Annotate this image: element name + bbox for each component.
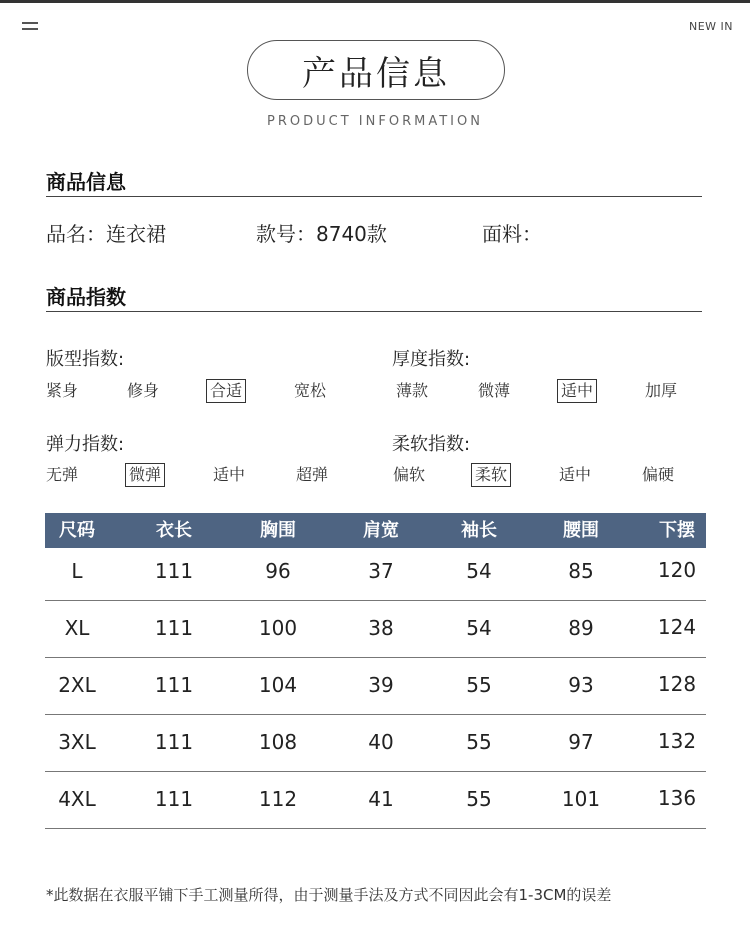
cell-hem: 128 (657, 672, 697, 696)
thickness-option: 加厚 (645, 381, 678, 400)
cell-chest: 96 (265, 559, 291, 583)
index-section-title: 商品指数 (46, 285, 126, 309)
table-row (45, 657, 706, 715)
fit-option: 修身 (127, 381, 160, 400)
product-name: 品名：连衣裙 (46, 222, 166, 246)
cell-hem: 136 (657, 786, 697, 810)
cell-waist: 101 (561, 787, 601, 811)
header-chest: 胸围 (260, 520, 296, 541)
fit-index-label: 版型指数: (46, 349, 125, 370)
cell-size: 2XL (58, 673, 96, 697)
table-row (45, 600, 706, 658)
new-in-label: NEW IN (688, 20, 733, 33)
style-number: 款号：8740款 (256, 222, 387, 246)
header-shoulder: 肩宽 (363, 520, 399, 541)
cell-sleeve: 55 (466, 730, 492, 754)
cell-size: 3XL (58, 730, 96, 754)
fit-option: 紧身 (46, 381, 79, 400)
goods-divider (46, 196, 702, 197)
elasticity-option: 适中 (213, 465, 246, 484)
softness-option: 偏硬 (642, 465, 675, 484)
thickness-option-selected: 适中 (557, 379, 597, 403)
header-waist: 腰围 (563, 520, 599, 541)
fit-option: 宽松 (294, 381, 327, 400)
cell-waist: 89 (568, 616, 594, 640)
cell-length: 111 (154, 730, 194, 754)
elasticity-index-label: 弹力指数: (46, 434, 125, 455)
cell-shoulder: 37 (368, 559, 394, 583)
softness-option-selected: 柔软 (471, 463, 511, 487)
cell-waist: 85 (568, 559, 594, 583)
cell-shoulder: 40 (368, 730, 394, 754)
thickness-index-label: 厚度指数: (392, 349, 471, 370)
table-row (45, 543, 706, 601)
cell-shoulder: 41 (368, 787, 394, 811)
cell-sleeve: 54 (466, 559, 492, 583)
page-title: 产品信息 (247, 40, 505, 100)
cell-waist: 93 (568, 673, 594, 697)
cell-chest: 108 (258, 730, 298, 754)
cell-shoulder: 39 (368, 673, 394, 697)
index-divider (46, 311, 702, 312)
cell-chest: 104 (258, 673, 298, 697)
thickness-option: 微薄 (478, 381, 511, 400)
measurement-footnote: *此数据在衣服平铺下手工测量所得，由于测量手法及方式不同因此会有1-3CM的误差 (46, 886, 612, 904)
softness-option: 偏软 (393, 465, 426, 484)
table-row (45, 771, 706, 829)
header-length: 衣长 (156, 520, 192, 541)
cell-hem: 124 (657, 615, 697, 639)
cell-length: 111 (154, 559, 194, 583)
cell-size: L (71, 559, 83, 583)
cell-sleeve: 55 (466, 787, 492, 811)
cell-shoulder: 38 (368, 616, 394, 640)
elasticity-option: 超弹 (296, 465, 329, 484)
cell-waist: 97 (568, 730, 594, 754)
fabric: 面料： (482, 222, 542, 246)
cell-length: 111 (154, 673, 194, 697)
fit-option-selected: 合适 (206, 379, 246, 403)
cell-length: 111 (154, 616, 194, 640)
cell-hem: 120 (657, 558, 697, 582)
elasticity-option: 无弹 (46, 465, 79, 484)
page-subtitle: PRODUCT INFORMATION (267, 114, 483, 129)
header-hem: 下摆 (659, 520, 695, 541)
table-row (45, 714, 706, 772)
cell-length: 111 (154, 787, 194, 811)
cell-chest: 100 (258, 616, 298, 640)
cell-size: XL (64, 616, 90, 640)
header-size: 尺码 (59, 520, 95, 541)
softness-option: 适中 (559, 465, 592, 484)
cell-chest: 112 (258, 787, 298, 811)
cell-hem: 132 (657, 729, 697, 753)
menu-icon[interactable] (22, 22, 38, 32)
cell-size: 4XL (58, 787, 96, 811)
thickness-option: 薄款 (396, 381, 429, 400)
cell-sleeve: 54 (466, 616, 492, 640)
header-sleeve: 袖长 (461, 520, 497, 541)
goods-section-title: 商品信息 (46, 170, 126, 194)
cell-sleeve: 55 (466, 673, 492, 697)
top-border (0, 0, 750, 3)
softness-index-label: 柔软指数: (392, 434, 471, 455)
elasticity-option-selected: 微弹 (125, 463, 165, 487)
